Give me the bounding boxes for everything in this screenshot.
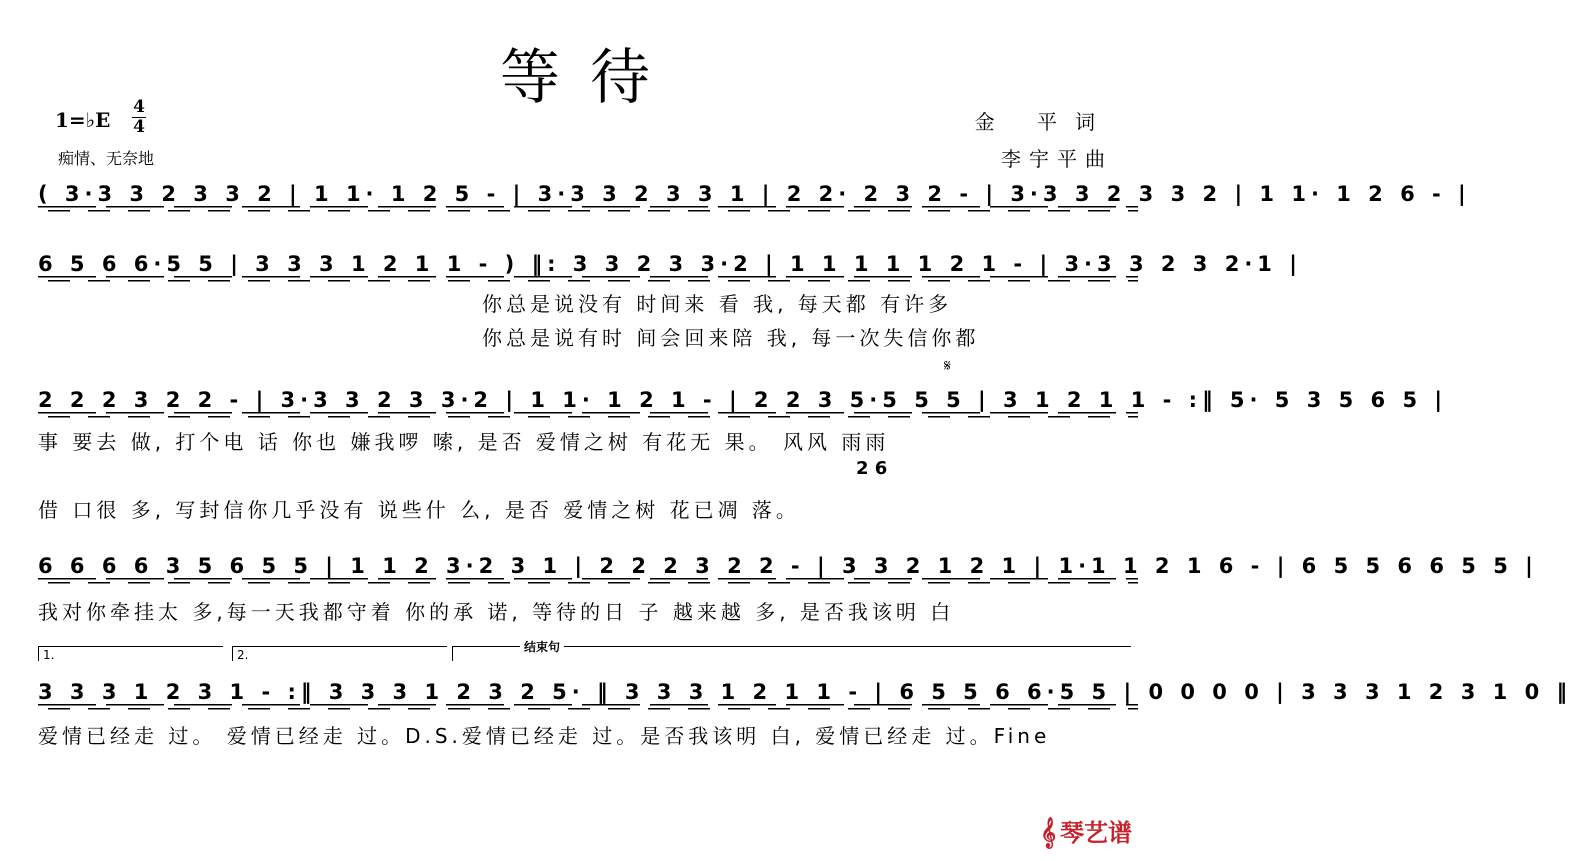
- time-signature-top: 4: [133, 97, 145, 117]
- notation-row-1-notes: ( 3·3 3 2 3 3 2 | 1 1· 1 2 5 - | 3·3 3 2 3 3 1 | 2 2· 2 3 2 - | 3·3 3 2 3 3 2 | 1 1· 1 2 6 - |: [38, 182, 1471, 206]
- notation-row-2-notes: 6 5 6 6·5 5 | 3 3 3 1 2 1 1 - ) ‖: 3 3 2 3 3·2 | 1 1 1 1 1 2 1 - | 3·3 3 2 3 2·1 |: [38, 252, 1302, 276]
- volta-second-ending: 2.: [232, 646, 447, 661]
- logo-icon: 𝄞: [1040, 818, 1056, 848]
- notation-row-1-underlines: [38, 206, 1138, 214]
- song-title: 等待: [500, 43, 680, 113]
- volta-first-ending: 1.: [38, 646, 223, 661]
- lyrics-row-5: 爱情已经走 过。 爱情已经走 过。D.S.爱情已经走 过。是否我该明 白, 爱情已经走 过。Fine: [38, 724, 1051, 748]
- lyrics-row-2-verse-2: 你总是说有时 间会回来陪 我, 每一次失信你都: [482, 326, 980, 350]
- notation-row-2: [38, 246, 1302, 286]
- lyrics-row-3-verse-1: 事 要去 做, 打个电 话 你也 嫌我啰 嗦, 是否 爱情之树 有花无 果。 风风 雨雨: [38, 430, 890, 454]
- lyricist-credit: 金 平词: [974, 110, 1113, 134]
- lyrics-row-4: 我对你牵挂太 多,每一天我都守着 你的承 诺, 等待的日 子 越来越 多, 是否我该明 白: [38, 600, 955, 624]
- key-signature: 1=♭E: [55, 108, 111, 132]
- notation-row-4-notes: 6 6 6 6 3 5 6 5 5 | 1 1 2 3·2 3 1 | 2 2 2 3 2 2 - | 3 3 2 1 2 1 | 1·1 1 2 1 6 - | 6 5 5 6 6 5 5 |: [38, 554, 1538, 578]
- notation-row-1: [38, 176, 1471, 216]
- lyrics-row-2-verse-1: 你总是说没有 时间来 看 我, 每天都 有许多: [482, 292, 953, 316]
- time-signature: [132, 98, 146, 137]
- notation-row-5-notes: 3 3 3 1 2 3 1 - :‖ 3 3 3 1 2 3 2 5· ‖ 3 3 3 1 2 1 1 - | 6 5 5 6 6·5 5 | 0 0 0 0 | 3 3 3 1 2 3 1 0 ‖: [38, 680, 1572, 704]
- ornament-notes: 2 6: [856, 458, 888, 479]
- notation-row-4-underlines: [38, 578, 1138, 586]
- watermark-text: 琴艺谱: [1060, 819, 1132, 847]
- ending-label: 结束句: [520, 638, 564, 655]
- segno-sign: 𝄋: [944, 356, 951, 375]
- notation-row-3: [38, 382, 1448, 422]
- mood-marking: 痴情、无奈地: [58, 149, 155, 168]
- composer-credit: 李宇平曲: [1001, 147, 1113, 171]
- notation-row-3-notes: 2 2 2 3 2 2 - | 3·3 3 2 3 3·2 | 1 1· 1 2 1 - | 2 2 3 5·5 5 5 | 3 1 2 1 1 - :‖ 5· 5 3 5 6 5 |: [38, 388, 1448, 412]
- watermark-logo: [1041, 813, 1132, 849]
- lyrics-row-3-verse-2: 借 口很 多, 写封信你几乎没有 说些什 么, 是否 爱情之树 花已凋 落。: [38, 498, 800, 522]
- notation-row-3-underlines: [38, 412, 1138, 420]
- notation-row-2-underlines: [38, 276, 1138, 284]
- notation-row-4: [38, 548, 1538, 588]
- time-signature-bottom: 4: [133, 117, 145, 137]
- notation-row-5: [38, 674, 1572, 714]
- notation-row-5-underlines: [38, 704, 1138, 712]
